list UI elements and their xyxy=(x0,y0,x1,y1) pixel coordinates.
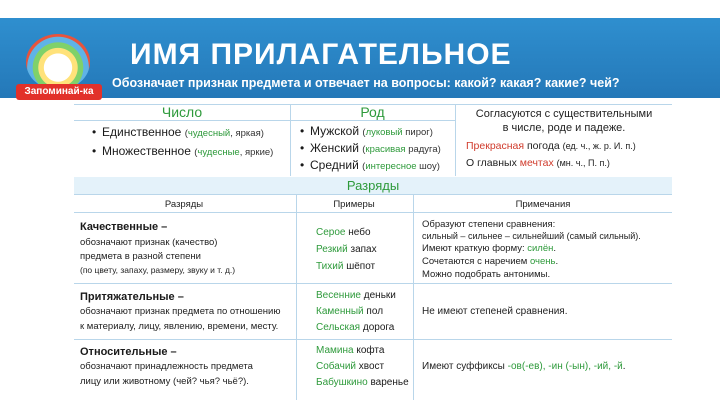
number-plural: • Множественное (чудесные, яркие) xyxy=(92,144,274,158)
divider xyxy=(296,194,297,400)
example: Собачий хвост xyxy=(316,361,385,372)
agreement-example2: О главных мечтах (мн. ч., П. п.) xyxy=(466,157,610,169)
page-subtitle: Обозначает признак предмета и отвечает на вопросы: какой? какая? какие? чей? xyxy=(112,76,620,90)
divider xyxy=(74,283,672,284)
divider xyxy=(74,194,672,195)
example: Резкий запах xyxy=(316,244,377,255)
example: Сельская дорога xyxy=(316,322,395,333)
example: Весенние деньки xyxy=(316,290,396,301)
gender-feminine: • Женский (красивая радуга) xyxy=(300,141,441,155)
example: Серое небо xyxy=(316,227,371,238)
example: Тихий шёпот xyxy=(316,261,376,272)
gender-heading: Род xyxy=(360,104,385,120)
col-header-notes: Примечания xyxy=(515,199,571,210)
logo-ribbon: Запоминай-ка xyxy=(16,84,102,100)
gender-neuter: • Средний (интересное шоу) xyxy=(300,158,440,172)
number-singular: • Единственное (чудесный, яркая) xyxy=(92,125,264,139)
col-header-razryady: Разряды xyxy=(164,199,204,210)
example: Каменный пол xyxy=(316,306,384,317)
note: Имеют краткую форму: силён. xyxy=(422,243,557,254)
divider xyxy=(74,212,672,213)
divider xyxy=(74,339,672,340)
gender-masculine: • Мужской (луковый пирог) xyxy=(300,124,433,138)
rainbow-logo-icon xyxy=(26,34,90,90)
example: Бабушкино варенье xyxy=(316,377,409,388)
agreement-example1: Прекрасная погода (ед. ч., ж. р. И. п.) xyxy=(466,140,636,152)
note: Образуют степени сравнения: xyxy=(422,219,556,230)
number-heading: Число xyxy=(161,104,203,120)
note: сильный – сильнее – сильнейший (самый сильный). xyxy=(422,231,641,241)
row-name-relative: Относительные – xyxy=(80,346,177,358)
agreement-line2: в числе, роде и падеже. xyxy=(502,122,626,134)
note: Сочетаются с наречием очень. xyxy=(422,256,559,267)
row-desc: обозначают принадлежность предмета xyxy=(80,361,253,372)
row-desc: к материалу, лицу, явлению, времени, месту. xyxy=(80,321,279,332)
note: Имеют суффиксы -ов(-ев), -ин (-ын), -ий, -й. xyxy=(422,361,626,372)
razryady-heading: Разряды xyxy=(346,178,400,193)
note: Не имеют степеней сравнения. xyxy=(422,306,568,317)
divider xyxy=(455,104,456,176)
logo xyxy=(14,30,104,102)
row-name-possessive: Притяжательные – xyxy=(80,291,184,303)
divider xyxy=(74,120,455,121)
page-title: ИМЯ ПРИЛАГАТЕЛЬНОЕ xyxy=(130,38,512,71)
row-desc: обозначают признак предмета по отношению xyxy=(80,306,281,317)
row-desc: лицу или животному (чей? чья? чьё?). xyxy=(80,376,249,387)
col-header-examples: Примеры xyxy=(333,199,375,210)
row-name-qualitative: Качественные – xyxy=(80,221,168,233)
example: Мамина кофта xyxy=(316,345,385,356)
row-desc: (по цвету, запаху, размеру, звуку и т. д.) xyxy=(80,265,236,275)
agreement-line1: Согласуются с существительными xyxy=(475,108,653,120)
note: Можно подобрать антонимы. xyxy=(422,269,551,280)
divider xyxy=(413,194,414,400)
row-desc: обозначают признак (качество) xyxy=(80,237,218,248)
row-desc: предмета в разной степени xyxy=(80,251,201,262)
